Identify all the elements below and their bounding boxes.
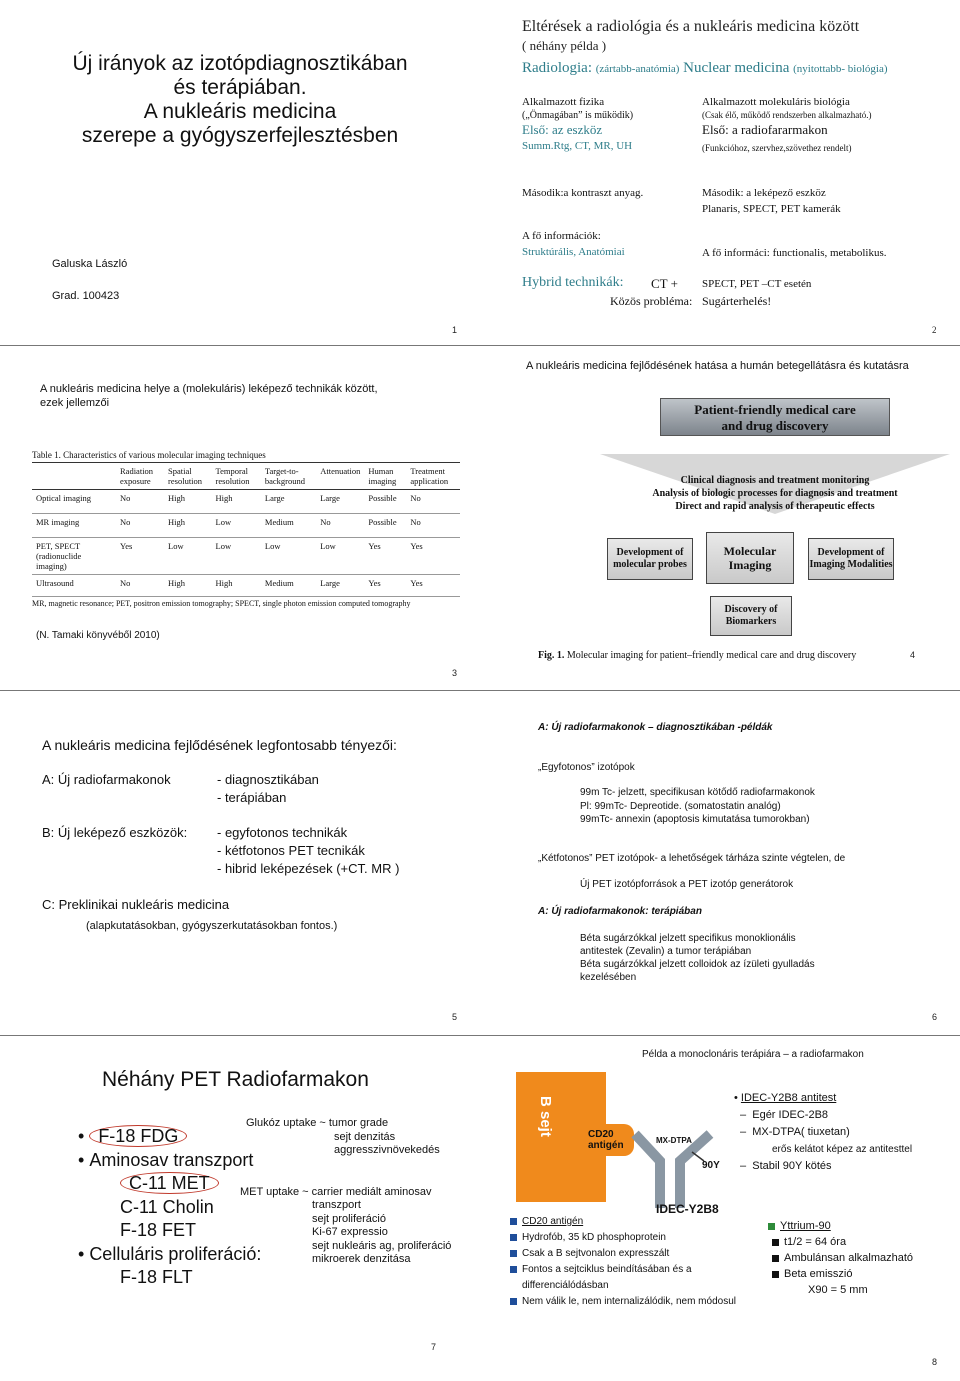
item-label: differenciálódásban <box>522 1280 609 1291</box>
box-molecular-imaging: Molecular Imaging <box>706 532 794 584</box>
slide-8 <box>480 1036 960 1381</box>
list-item <box>510 1214 736 1230</box>
table-cell: Low <box>168 541 184 551</box>
mxdtpa-label: MX-DTPA <box>656 1136 692 1145</box>
table-cell: Large <box>320 578 340 588</box>
table-cell: High <box>215 493 233 503</box>
table-cell: Yes <box>368 541 381 551</box>
b-label: B: Új leképező eszközök: <box>42 825 188 840</box>
radiologia-label: Radiologia: <box>522 60 592 76</box>
table-row <box>32 538 460 575</box>
table-cell: Possible <box>368 517 397 527</box>
a-item: - terápiában <box>217 790 287 805</box>
bullet-icon: • <box>78 1149 90 1170</box>
list-item <box>768 1218 913 1234</box>
bullet-icon <box>510 1298 517 1305</box>
slide-heading <box>40 382 378 410</box>
page-number: 8 <box>932 1357 938 1367</box>
text-line: Közös probléma: <box>610 294 693 308</box>
page-number: 4 <box>910 650 916 660</box>
text-line: „Kétfotonos” PET izotópok- a lehetőségek tárháza szinte végtelen, de <box>538 853 846 864</box>
text-line: Új PET izotópforrások a PET izotóp generátorok <box>580 879 794 890</box>
table-cell: Ultrasound <box>36 578 74 588</box>
source-note: (N. Tamaki könyvéből 2010) <box>36 630 160 641</box>
table-cell: Medium <box>264 578 294 588</box>
cd20-label: CD20 antigén <box>588 1129 624 1151</box>
a-item: - diagnosztikában <box>217 772 319 787</box>
text-line: Sugárterhelés! <box>702 294 772 308</box>
item-label: C-11 MET <box>120 1172 219 1194</box>
text-line: Második: a leképező eszköz <box>702 187 826 199</box>
list-item <box>510 1230 736 1246</box>
b-item: - hibrid leképezések (+CT. MR ) <box>217 861 400 876</box>
item-label: F-18 FET <box>120 1220 197 1240</box>
text-line: Alkalmazott fizika <box>522 96 605 108</box>
author: Galuska László <box>52 258 128 270</box>
note-line: MET uptake ~ carrier mediált aminosav <box>240 1186 432 1198</box>
table-footnote: MR, magnetic resonance; PET, positron emission tomography; SPECT, single photon emission computed tomography <box>32 599 411 608</box>
list-item <box>768 1282 913 1298</box>
table-cell: Large <box>320 493 340 503</box>
table-row <box>32 575 460 597</box>
slide-title: Példa a monoclonáris terápiára – a radiofarmakon <box>642 1049 864 1060</box>
dash-icon: – <box>740 1160 753 1172</box>
slide-5 <box>0 691 480 1036</box>
header-cell: Attenuation <box>316 463 364 490</box>
note-line: aggresszivnövekedés <box>334 1144 440 1156</box>
text-line: CT + <box>651 276 678 291</box>
heading-line: A nukleáris medicina helye a (molekuláris) leképező technikák között, <box>40 383 378 395</box>
bullet-icon <box>510 1218 517 1225</box>
title-line: és terápiában. <box>173 76 307 99</box>
note-line: sejt nukleáris ag, proliferáció <box>312 1240 452 1252</box>
bullet-icon <box>510 1250 517 1257</box>
yttrium-list <box>768 1218 913 1298</box>
caption-fig: Fig. 1. <box>538 650 565 661</box>
imaging-table <box>32 463 460 597</box>
text-line: (Funkcióhoz, szervhez,szövethez rendelt) <box>702 143 852 153</box>
table-cell: No <box>120 578 131 588</box>
title-line: Új irányok az izotópdiagnosztikában <box>72 52 408 75</box>
title-line: szerepe a gyógyszerfejlesztésben <box>81 124 399 147</box>
slide-title <box>30 52 450 148</box>
bullet-icon <box>510 1234 517 1241</box>
table-row <box>32 514 460 538</box>
mid-text <box>610 474 940 513</box>
b-item: - kétfotonos PET tecnikák <box>217 843 365 858</box>
antibody-arm <box>680 1134 710 1208</box>
bullet-icon: • <box>734 1092 741 1104</box>
table-cell: Yes <box>410 541 423 551</box>
text-line: („Önmagában” is működik) <box>522 110 634 121</box>
idec-label: IDEC-Y2B8 <box>656 1202 719 1216</box>
header-cell: Temporal resolution <box>212 463 261 490</box>
list-note: erős kelátot képez az antitesttel <box>772 1144 913 1155</box>
text-line: A: Új radiofarmakonok: terápiában <box>538 906 702 917</box>
table-cell: Low <box>264 541 281 551</box>
list-item <box>78 1219 261 1243</box>
box-biomarkers: Discovery of Biomarkers <box>710 596 792 636</box>
table-figure <box>32 450 460 608</box>
table-cell: High <box>168 578 186 588</box>
slide-2 <box>480 0 960 345</box>
c-label: C: Preklinikai nukleáris medicina <box>42 897 230 912</box>
text-line: Első: az eszköz <box>522 122 603 137</box>
slide-title: Eltérések a radiológia és a nukleáris medicina között <box>522 18 860 35</box>
table-cell: Yes <box>120 541 133 551</box>
text-line: kezelésében <box>580 972 637 983</box>
antibody-arm <box>635 1134 660 1208</box>
slide-1 <box>0 0 480 345</box>
list-item <box>78 1125 261 1149</box>
slide-title: A: Új radiofarmakonok – diagnosztikában -példák <box>538 722 773 733</box>
slide-subtitle: ( néhány példa ) <box>522 38 607 53</box>
item-label: Yttrium-90 <box>780 1220 831 1232</box>
text-line: Béta sugárzókkal jelzett specifikus monoklionális <box>580 933 796 944</box>
mid-line: Direct and rapid analysis of therapeutic effects <box>675 501 875 512</box>
bullet-icon <box>510 1266 517 1273</box>
bullet-icon: • <box>78 1243 90 1264</box>
table-cell: No <box>320 517 331 527</box>
slide-6 <box>480 691 960 1036</box>
item-label: F-18 FLT <box>120 1267 193 1287</box>
table-row <box>32 490 460 514</box>
table-header-row <box>32 463 460 490</box>
text-line: Második:a kontraszt anyag. <box>522 187 644 199</box>
list-item <box>78 1266 261 1290</box>
list-item <box>768 1250 913 1266</box>
text-line: „Egyfotonos” izotópok <box>538 762 635 773</box>
table-cell: No <box>120 493 131 503</box>
y90-label: 90Y <box>702 1160 720 1171</box>
figure-caption <box>538 650 856 661</box>
table-cell: High <box>168 493 186 503</box>
page-number: 6 <box>932 1012 938 1022</box>
text-line: A fő információk: <box>522 230 601 242</box>
list-item <box>734 1090 912 1107</box>
page-number: 1 <box>452 325 458 335</box>
slide-3 <box>0 346 480 691</box>
item-label: Hydrofób, 35 kD phosphoprotein <box>522 1232 666 1243</box>
table-cell: Low <box>320 541 336 551</box>
item-label: Aminosav transzport <box>89 1149 254 1170</box>
page-number: 3 <box>452 668 458 678</box>
list-item <box>78 1243 261 1267</box>
item-label: IDEC-Y2B8 antitest <box>740 1092 837 1104</box>
list-item <box>734 1124 912 1141</box>
header-cell <box>32 463 116 490</box>
banner-line: Patient-friendly medical care <box>694 402 856 417</box>
b-cell-label: B sejt <box>537 1096 554 1137</box>
note-line: transzport <box>312 1199 361 1211</box>
item-label: C-11 Cholin <box>120 1196 214 1217</box>
table-cell: No <box>410 493 421 503</box>
mid-line: Clinical diagnosis and treatment monitoring <box>680 475 870 486</box>
left-column <box>522 96 682 152</box>
table-cell: No <box>410 517 421 527</box>
box-molecular-probes: Development of molecular probes <box>607 538 693 580</box>
slide-title: A nukleáris medicina fejlődésének hatása a humán betegellátásra és kutatásra <box>526 360 909 372</box>
header-cell: Treatment application <box>406 463 460 490</box>
text-line: Pl: 99mTc- Depreotide. (somatostatin analóg) <box>580 801 781 812</box>
box-imaging-modalities: Development of Imaging Modalities <box>808 538 894 580</box>
table-cell: PET, SPECT (radionuclide imaging) <box>36 541 82 571</box>
table-cell: Yes <box>410 578 423 588</box>
item-label: Ambulánsan alkalmazható <box>784 1252 914 1264</box>
header-cell: Human imaging <box>364 463 406 490</box>
list-item <box>768 1234 913 1250</box>
page-number: 7 <box>431 1342 437 1352</box>
table-cell: Low <box>215 517 232 527</box>
table-cell: Medium <box>264 517 294 527</box>
table-cell: Large <box>264 493 285 503</box>
list-item <box>510 1246 736 1262</box>
note-line: sejt denzitás <box>334 1131 396 1143</box>
text-line: Első: a radiofararmakon <box>702 122 828 137</box>
item-label: Beta emisszió <box>784 1268 853 1280</box>
dash-icon: – <box>740 1109 753 1121</box>
nuclear-label: Nuclear medicina <box>683 60 790 76</box>
radiologia-note: (zártabb-anatómia) <box>595 63 680 75</box>
caption-text: Molecular imaging for patient–friendly medical care and drug discovery <box>566 650 857 661</box>
a-label: A: Új radiofarmakonok <box>42 772 171 787</box>
item-label: t1/2 = 64 óra <box>784 1236 847 1248</box>
list-item <box>510 1262 736 1278</box>
note-line: Ki-67 expressio <box>312 1226 388 1238</box>
item-label: Nem válik le, nem internalizálódik, nem módosul <box>522 1296 736 1307</box>
list-item <box>78 1196 261 1220</box>
bullet-icon: • <box>78 1126 90 1146</box>
list-item <box>734 1107 912 1124</box>
heading-line: ezek jellemzői <box>40 397 110 409</box>
list-item <box>734 1158 912 1175</box>
table-cell: No <box>120 517 131 527</box>
table-title: Table 1. Characteristics of various molecular imaging techniques <box>32 450 460 463</box>
item-label: Egér IDEC-2B8 <box>752 1109 829 1121</box>
text-line: Struktúrális, Anatómiai <box>522 246 625 258</box>
bullet-icon <box>772 1239 779 1246</box>
item-label: Fontos a sejtciklus beindításában és a <box>522 1264 692 1275</box>
slide-7 <box>0 1036 480 1381</box>
slide-title: Néhány PET Radiofarmakon <box>102 1068 369 1091</box>
list-item <box>510 1278 736 1294</box>
page-number: 5 <box>452 1012 458 1022</box>
list-item <box>768 1266 913 1282</box>
note-line: mikroerek denzitása <box>312 1253 411 1265</box>
grad-id: Grad. 100423 <box>52 290 120 302</box>
text-line: 99m Tc- jelzett, specifikusan kötődő radiofarmakonok <box>580 787 815 798</box>
idec-list <box>734 1090 912 1175</box>
right-column <box>702 96 952 153</box>
note-line: sejt proliferáció <box>312 1213 386 1225</box>
text-line: Planaris, SPECT, PET kamerák <box>702 203 841 215</box>
item-label: F-18 FDG <box>89 1125 187 1147</box>
slide-4 <box>480 346 960 691</box>
dash-icon: – <box>740 1126 753 1138</box>
note-line: Glukóz uptake ~ tumor grade <box>246 1117 389 1129</box>
page-number: 2 <box>932 325 937 335</box>
item-label: Celluláris proliferáció: <box>89 1243 262 1264</box>
banner-line: and drug discovery <box>721 418 829 433</box>
mid-line: Analysis of biologic processes for diagnosis and treatment <box>652 488 898 499</box>
table-cell: Low <box>215 541 232 551</box>
text-line: Béta sugárzókkal jelzett colloidok az ízületi gyulladás <box>580 959 815 970</box>
bullet-icon <box>768 1223 775 1230</box>
header-cell: Radiation exposure <box>116 463 164 490</box>
table-cell: Optical imaging <box>36 493 92 503</box>
table-cell: Yes <box>368 578 381 588</box>
pet-list <box>78 1125 261 1290</box>
list-item <box>78 1172 261 1196</box>
item-label: Stabil 90Y kötés <box>752 1160 832 1172</box>
text-line: Alkalmazott molekuláris biológia <box>702 96 850 108</box>
text-line: antitestek (Zevalin) a tumor terápiában <box>580 946 752 957</box>
table-cell: MR imaging <box>36 517 80 527</box>
item-label: X90 = 5 mm <box>808 1284 868 1296</box>
table-cell: High <box>215 578 233 588</box>
item-label: CD20 antigén <box>522 1216 584 1227</box>
b-item: - egyfotonos technikák <box>217 825 348 840</box>
item-label: Csak a B sejtvonalon expresszált <box>522 1248 670 1259</box>
bullet-icon <box>772 1255 779 1262</box>
slide-title: A nukleáris medicina fejlődésének legfontosabb tényezői: <box>42 737 397 753</box>
table-cell: Possible <box>368 493 397 503</box>
header-cell: Target-to-background <box>261 463 316 490</box>
cd20-list <box>510 1214 736 1310</box>
text-line: Summ.Rtg, CT, MR, UH <box>522 140 633 152</box>
title-line: A nukleáris medicina <box>143 100 337 123</box>
text-line: Hybrid technikák: <box>522 275 624 290</box>
banner <box>660 398 890 436</box>
text-line: 99mTc- annexin (apoptosis kimutatása tumorokban) <box>580 814 810 825</box>
list-item <box>510 1294 736 1310</box>
table-cell: High <box>168 517 186 527</box>
c-note: (alapkutatásokban, gyógyszerkutatásokban fontos.) <box>86 920 338 932</box>
bullet-icon <box>772 1271 779 1278</box>
list-item <box>78 1149 261 1173</box>
item-label: MX-DTPA( tiuxetan) <box>752 1126 850 1138</box>
radiologia-heading <box>522 60 888 77</box>
nuclear-note: (nyitottabb- biológia) <box>793 63 888 75</box>
header-cell: Spatial resolution <box>164 463 211 490</box>
text-line: (Csak élő, működő rendszerben alkalmazható.) <box>702 110 872 120</box>
text-line: A fő informáci: functionalis, metabolikus. <box>702 247 887 259</box>
text-line: SPECT, PET –CT esetén <box>702 278 812 290</box>
